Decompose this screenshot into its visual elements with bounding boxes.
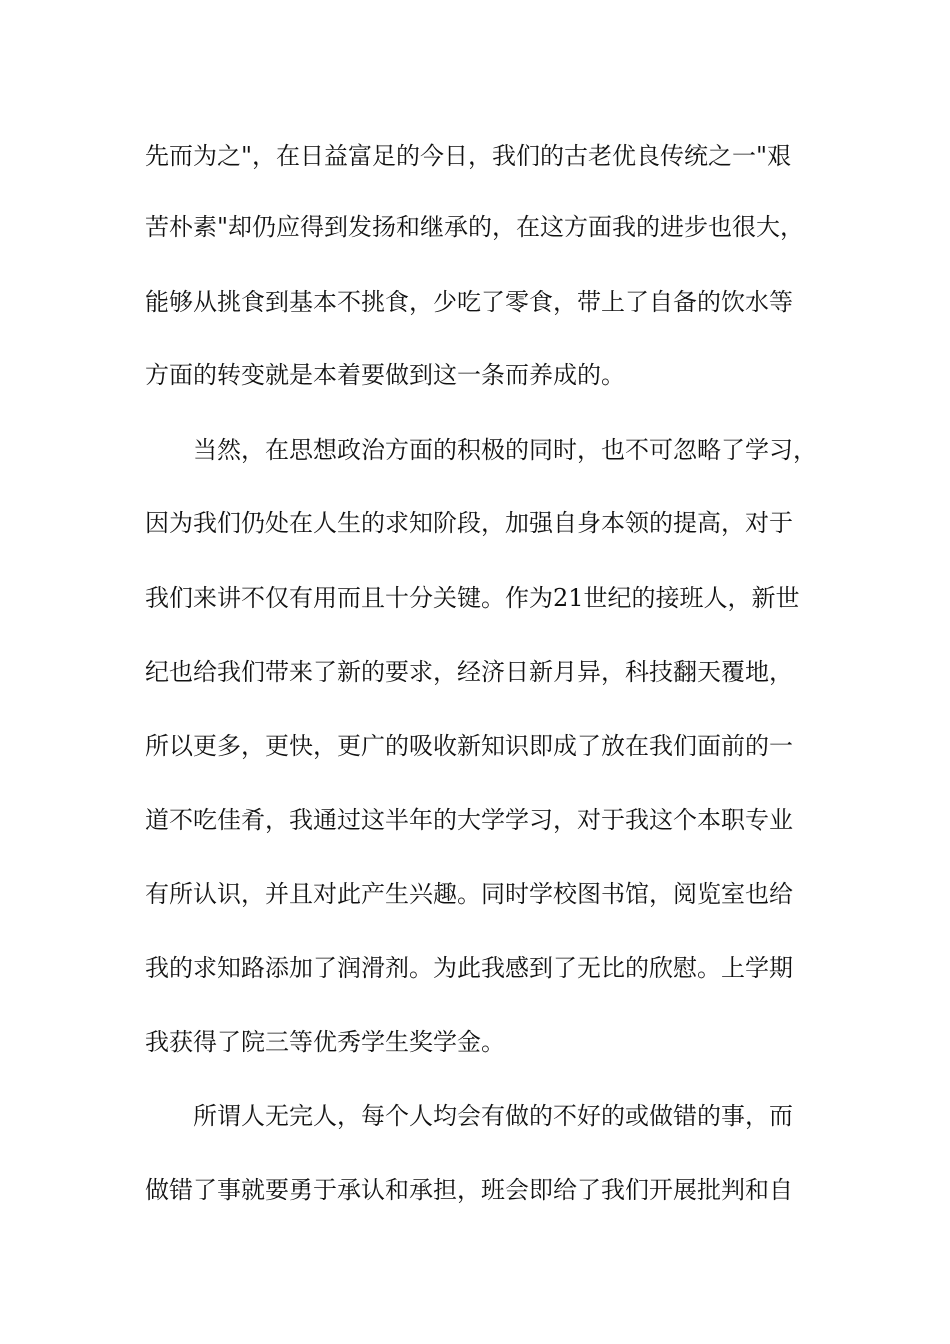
text-line: 因为我们仍处在人生的求知阶段，加强自身本领的提高，对于 bbox=[145, 509, 793, 537]
paragraph-first-line: 当然，在思想政治方面的积极的同时，也不可忽略了学习， bbox=[193, 436, 817, 464]
text-line: 我们来讲不仅有用而且十分关键。作为21世纪的接班人，新世 bbox=[145, 584, 800, 612]
text-line: 先而为之"，在日益富足的今日，我们的古老优良传统之一"艰 bbox=[145, 142, 792, 170]
text-line: 方面的转变就是本着要做到这一条而养成的。 bbox=[145, 361, 625, 389]
text-line: 我获得了院三等优秀学生奖学金。 bbox=[145, 1028, 505, 1056]
text-line: 道不吃佳肴，我通过这半年的大学学习，对于我这个本职专业 bbox=[145, 806, 793, 834]
text-line: 苦朴素"却仍应得到发扬和继承的，在这方面我的进步也很大， bbox=[145, 213, 805, 241]
text-line: 所以更多，更快，更广的吸收新知识即成了放在我们面前的一 bbox=[145, 732, 793, 760]
paragraph-first-line: 所谓人无完人，每个人均会有做的不好的或做错的事，而 bbox=[193, 1102, 793, 1130]
text-line: 纪也给我们带来了新的要求，经济日新月异，科技翻天覆地， bbox=[145, 658, 793, 686]
text-line: 能够从挑食到基本不挑食，少吃了零食，带上了自备的饮水等 bbox=[145, 288, 793, 316]
text-line: 做错了事就要勇于承认和承担，班会即给了我们开展批判和自 bbox=[145, 1176, 793, 1204]
text-line: 有所认识，并且对此产生兴趣。同时学校图书馆，阅览室也给 bbox=[145, 880, 793, 908]
text-line: 我的求知路添加了润滑剂。为此我感到了无比的欣慰。上学期 bbox=[145, 954, 793, 982]
